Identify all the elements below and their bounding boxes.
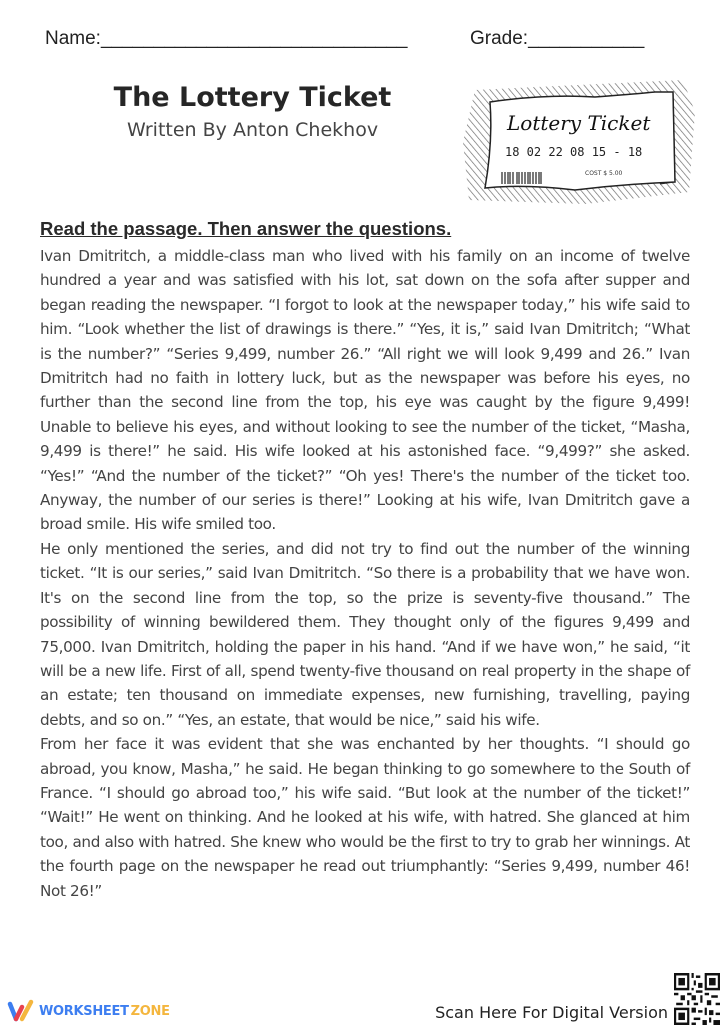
- scan-for-digital-label: Scan Here For Digital Version: [435, 1003, 668, 1022]
- footer: [0, 995, 728, 1029]
- reading-passage: [40, 244, 690, 903]
- passage-paragraph: He only mentioned the series, and did not try to find out the number of the winning ticket. “It is our series,” said Ivan Dmitritch. “So there is a probability that we have won. It's on the second line from the top, so the prize is seventy-five thousand.” The possibility of winning bewildered them. They thought only of the figures 9,499 and 75,000. Ivan Dmitritch, holding the paper in his hand. “And if we have won,” he said, “it will be a new life. First of all, spend twenty-five thousand on real property in the shape of an estate; ten thousand on immediate expenses, new furnishing, travelling, paying debts, and so on.” “Yes, an estate, that would be nice,” said his wife.: [40, 539, 690, 729]
- name-field[interactable]: Name:_____________________________: [45, 28, 408, 49]
- worksheetzone-logo[interactable]: [6, 998, 170, 1024]
- grade-field[interactable]: Grade:___________: [470, 28, 645, 49]
- svg-text:COST $ 5.00: COST $ 5.00: [585, 170, 623, 177]
- author-subtitle: Written By Anton Chekhov: [126, 119, 379, 141]
- passage-paragraph: From her face it was evident that she was enchanted by her thoughts. “I should go abroad, you know, Masha,” he said. He began thinking to go somewhere to the South of France. “I should go abroad too,” his wife said. “But look at the number of the ticket!” “Wait!” He went on thinking. And he looked at his wife, with hatred. She glanced at him too, and also with hatred. She knew who would be the first to try to grab her winnings. At the fourth page on the newspaper he read out triumphantly: “Series 9,499, number 46! Not 26!”: [40, 735, 690, 900]
- logo-mark-icon: [6, 998, 36, 1024]
- logo-text-zone: ZONE: [130, 1003, 170, 1019]
- page-title: The Lottery Ticket: [113, 82, 392, 113]
- instructions-heading: Read the passage. Then answer the questions.: [40, 218, 452, 239]
- title-block: [0, 82, 505, 141]
- svg-text:Lottery Ticket: Lottery Ticket: [507, 111, 651, 135]
- logo-text-worksheet: WORKSHEET: [39, 1003, 129, 1019]
- passage-paragraph: Ivan Dmitritch, a middle-class man who lived with his family on an income of twelve hundred a year and was satisfied with his lot, sat down on the sofa after supper and began reading the newspaper. “I forgot to look at the newspaper today,” his wife said to him. “Look whether the list of drawings is there.” “Yes, it is,” said Ivan Dmitritch; “What is the number?” “Series 9,499, number 26.” “All right we will look 9,499 and 26.” Ivan Dmitritch had no faith in lottery luck, but as the newspaper was before his eyes, no further than the second line from the top, his eye was caught by the figure 9,499! Unable to believe his eyes, and without looking to see the number of the ticket, “Masha, 9,499 is there!” he said. His wife looked at his astonished face. “9,499?” she asked. “Yes!” “And the number of the ticket?” “Oh yes! There's the number of the ticket too. Anyway, the number of our series is there!” Looking at his wife, Ivan Dmitritch gave a broad smile. His wife smiled too.: [40, 247, 690, 534]
- svg-text:18 02 22 08 15 - 18: 18 02 22 08 15 - 18: [505, 145, 643, 159]
- qr-code-icon[interactable]: [674, 973, 720, 1025]
- lottery-ticket-illustration-icon: [455, 72, 705, 210]
